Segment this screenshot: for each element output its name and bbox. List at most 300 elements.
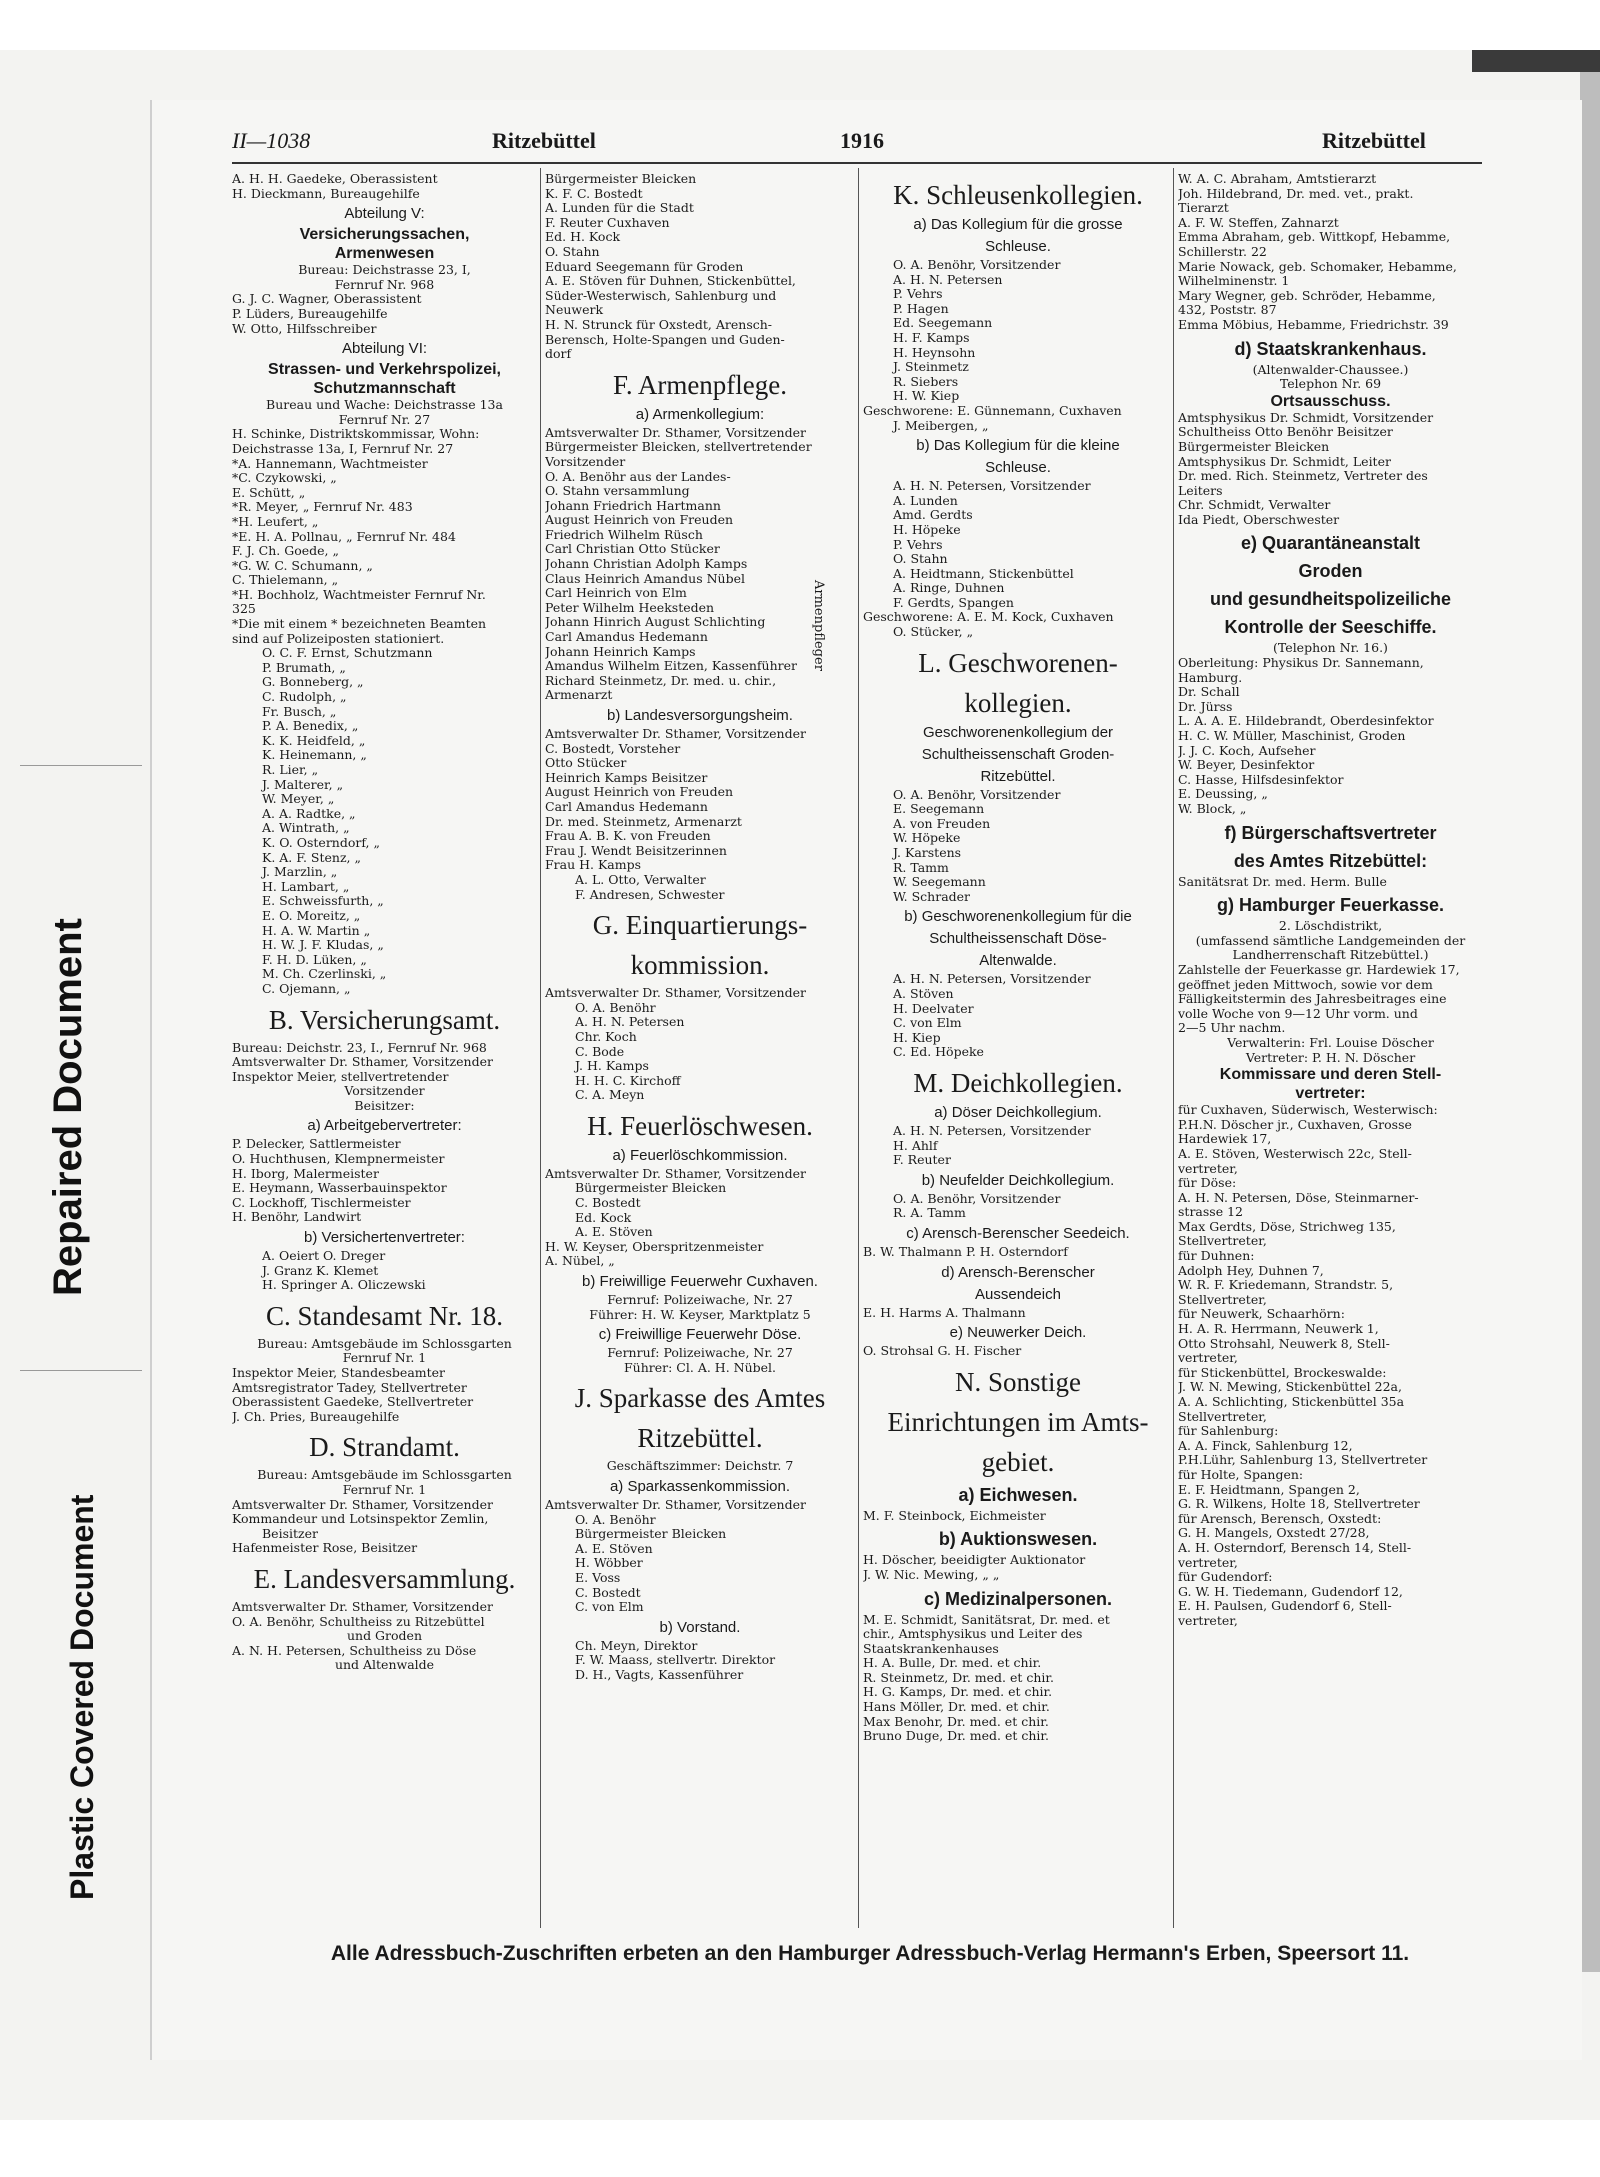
entry-line: E. Schütt, „ bbox=[232, 485, 306, 500]
entry-line: Geschworene: E. Günnemann, Cuxhaven bbox=[863, 403, 1122, 418]
entry-line: H. G. Kamps, Dr. med. et chir. bbox=[863, 1685, 1053, 1700]
entry-line: A. H. N. Petersen, Vorsitzender bbox=[893, 1123, 1091, 1138]
entry-line: Hamburg. bbox=[1178, 670, 1243, 685]
entry-line: Kommandeur und Lotsinspektor Zemlin, bbox=[232, 1512, 489, 1527]
entry-line: A. H. N. Petersen bbox=[893, 272, 1003, 287]
entry-line: M. Ch. Czerlinski, „ bbox=[262, 967, 387, 982]
entry-line: *A. Hannemann, Wachtmeister bbox=[232, 456, 428, 471]
entry-line: C. Lockhoff, Tischlermeister bbox=[232, 1195, 411, 1210]
entry-line: O. A. Benöhr, Vorsitzender bbox=[893, 258, 1061, 272]
entry-line: Führer: Cl. A. H. Nübel. bbox=[624, 1360, 776, 1375]
entry-line: vertreter, bbox=[1178, 1161, 1238, 1176]
header-rule bbox=[232, 162, 1482, 164]
entry-line: für Döse: bbox=[1178, 1176, 1237, 1191]
entry-line: 432, Poststr. 87 bbox=[1178, 303, 1277, 318]
entry-line: H. A. W. Martin „ bbox=[262, 923, 371, 938]
entry-line: A. L. Otto, Verwalter bbox=[575, 872, 706, 887]
entry-line: Claus Heinrich Amandus Nübel bbox=[545, 571, 746, 586]
entry-line: W. Block, „ bbox=[1178, 802, 1247, 816]
entry-line: H. Benöhr, Landwirt bbox=[232, 1210, 362, 1225]
entry-line: A. E. Stöven, Westerwisch 22c, Stell- bbox=[1178, 1146, 1412, 1161]
subsection-heading: Schleuse. bbox=[985, 238, 1051, 255]
entry-line: W. Höpeke bbox=[893, 831, 961, 846]
entry-line: Vorsitzender bbox=[344, 1084, 425, 1099]
entry-line: vertreter, bbox=[1178, 1555, 1238, 1570]
entry-line: F. Andresen, Schwester bbox=[575, 887, 725, 902]
entry-line: Führer: H. W. Keyser, Marktplatz 5 bbox=[589, 1307, 811, 1322]
entry-line: O. A. Benöhr aus der Landes- bbox=[545, 469, 731, 484]
entry-line: volle Woche von 9—12 Uhr vorm. und bbox=[1178, 1006, 1418, 1021]
entry-line: J. H. Kamps bbox=[575, 1059, 649, 1074]
entry-line: 325 bbox=[232, 602, 256, 617]
entry-line: F. W. Maass, stellvertr. Direktor bbox=[575, 1653, 776, 1668]
entry-line: C. von Elm bbox=[893, 1016, 962, 1031]
entry-line: E. Voss bbox=[575, 1570, 621, 1585]
entry-line: Dr. Jürss bbox=[1178, 699, 1233, 714]
entry-line: P. Lüders, Bureaugehilfe bbox=[232, 306, 388, 321]
entry-line: J. Karstens bbox=[893, 846, 962, 861]
entry-line: J. W. N. Mewing, Stickenbüttel 22a, bbox=[1178, 1380, 1402, 1395]
entry-line: August Heinrich von Freuden bbox=[545, 785, 734, 800]
entry-line: O. Stahn bbox=[893, 552, 948, 567]
entry-line: *H. Bochholz, Wachtmeister Fernruf Nr. bbox=[232, 587, 486, 602]
entry-line: geöffnet jeden Mittwoch, sowie vor dem bbox=[1178, 977, 1433, 992]
entry-line: D. H., Vagts, Kassenführer bbox=[575, 1667, 744, 1682]
entry-line: Oberleitung: Physikus Dr. Sannemann, bbox=[1178, 656, 1424, 671]
entry-line: Carl Amandus Hedemann bbox=[545, 630, 708, 645]
entry-line: F. J. Ch. Goede, „ bbox=[232, 544, 339, 559]
column-divider bbox=[1173, 168, 1174, 1928]
section-title: L. Geschworenen- bbox=[918, 647, 1118, 678]
entry-line: Amandus Wilhelm Eitzen, Kassenführer bbox=[545, 659, 797, 674]
entry-line: J. W. Nic. Mewing, „ „ bbox=[863, 1567, 1000, 1582]
section-title: Einrichtungen im Amts- bbox=[887, 1406, 1149, 1437]
entry-line: A. Heidtmann, Stickenbüttel bbox=[893, 566, 1074, 581]
entry-line: Amtsregistrator Tadey, Stellvertreter bbox=[232, 1380, 467, 1395]
section-title: D. Strandamt. bbox=[309, 1432, 460, 1463]
entry-line: vertreter, bbox=[1178, 1351, 1238, 1366]
entry-line: H. Heynsohn bbox=[893, 345, 976, 360]
subsection-heading: a) Eichwesen. bbox=[958, 1484, 1078, 1505]
entry-line: O. A. Benöhr, Vorsitzender bbox=[893, 1191, 1061, 1206]
entry-line: A. H. N. Petersen, Vorsitzender bbox=[893, 972, 1091, 987]
subsection-heading: f) Bürgerschaftsvertreter bbox=[1224, 822, 1437, 843]
entry-line: Stellvertreter, bbox=[1178, 1234, 1267, 1249]
subsection-heading: e) Quarantäneanstalt bbox=[1240, 533, 1421, 554]
entry-line: Amtsverwalter Dr. Sthamer, Vorsitzender bbox=[545, 1498, 806, 1512]
entry-line: O. Stahn bbox=[545, 244, 600, 259]
entry-line: P.H.N. Döscher jr., Cuxhaven, Grosse bbox=[1178, 1117, 1412, 1132]
subsection-heading: b) Versichertenvertreter: bbox=[304, 1229, 465, 1247]
entry-line: Fernruf: Polizeiwache, Nr. 27 bbox=[607, 1293, 793, 1308]
entry-line: H. Schinke, Distriktskommissar, Wohn: bbox=[232, 427, 480, 442]
entry-line: Amtsverwalter Dr. Sthamer, Vorsitzender bbox=[545, 1166, 806, 1181]
entry-line: Hafenmeister Rose, Beisitzer bbox=[232, 1541, 418, 1556]
entry-line: P. Vehrs bbox=[893, 537, 943, 552]
header-year: 1916 bbox=[840, 128, 884, 153]
entry-line: Carl Christian Otto Stücker bbox=[545, 542, 720, 557]
plastic-covered-document-label: Plastic Covered Document bbox=[64, 1494, 100, 1900]
entry-line: A. E. Stöven bbox=[575, 1225, 653, 1240]
page-footer: Alle Adressbuch-Zuschriften erbeten an den Hamburger Adressbuch-Verlag Hermann's Erben, Speersort 11. bbox=[330, 1942, 1410, 1965]
entry-line: H. F. Kamps bbox=[893, 330, 970, 345]
entry-line: R. Siebers bbox=[893, 374, 959, 389]
entry-line: August Heinrich von Freuden bbox=[545, 513, 734, 528]
entry-line: (umfassend sämtliche Landgemeinden der bbox=[1195, 933, 1466, 948]
entry-line: C. A. Meyn bbox=[575, 1088, 645, 1103]
entry-line: H. Ahlf bbox=[893, 1138, 938, 1153]
entry-line: W. Meyer, „ bbox=[262, 792, 335, 807]
entry-line: W. A. C. Abraham, Amtstierarzt bbox=[1178, 172, 1377, 186]
entry-line: O. Strohsal G. H. Fischer bbox=[863, 1344, 1022, 1359]
header-left-title: Ritzebüttel bbox=[492, 128, 596, 153]
entry-line: O. Stücker, „ bbox=[893, 625, 974, 640]
entry-line: Sanitätsrat Dr. med. Herm. Bulle bbox=[1178, 874, 1387, 889]
section-title: J. Sparkasse des Amtes bbox=[574, 1383, 826, 1414]
entry-line: W. R. F. Kriedemann, Strandstr. 5, bbox=[1178, 1278, 1394, 1293]
entry-line: und Altenwalde bbox=[334, 1658, 435, 1673]
entry-line: H. N. Strunck für Oxstedt, Arensch- bbox=[545, 317, 773, 332]
entry-line: Fälligkeitstermin des Jahresbeitrages eine bbox=[1178, 992, 1447, 1007]
entry-line: Fr. Busch, „ bbox=[262, 704, 337, 719]
subsection-heading: b) Geschworenenkollegium für die bbox=[904, 908, 1132, 926]
entry-line: *E. H. A. Pollnau, „ Fernruf Nr. 484 bbox=[232, 529, 456, 544]
entry-line: F. H. D. Lüken, „ bbox=[262, 952, 367, 967]
entry-line: K. O. Osterndorf, „ bbox=[262, 835, 380, 850]
column-divider bbox=[858, 168, 859, 1928]
entry-line: H. W. Keyser, Oberspritzenmeister bbox=[545, 1239, 764, 1254]
entry-line: für Neuwerk, Schaarhörn: bbox=[1178, 1307, 1345, 1322]
section-title: H. Feuerlöschwesen. bbox=[587, 1110, 813, 1141]
entry-line: E. F. Heidtmann, Spangen 2, bbox=[1178, 1482, 1360, 1497]
entry-line: W. Beyer, Desinfektor bbox=[1178, 758, 1315, 773]
section-title: kommission. bbox=[630, 950, 770, 981]
entry-line: Geschäftszimmer: Deichstr. 7 bbox=[606, 1459, 794, 1474]
subsection-heading: Ortsausschuss. bbox=[1270, 392, 1391, 410]
entry-line: Bruno Duge, Dr. med. et chir. bbox=[863, 1729, 1049, 1744]
subsection-heading: b) Landesversorgungsheim. bbox=[607, 707, 793, 724]
entry-line: Fernruf Nr. 968 bbox=[334, 277, 435, 292]
subsection-heading: Schultheissenschaft Döse- bbox=[929, 930, 1107, 948]
entry-line: H. Wöbber bbox=[575, 1556, 643, 1571]
entry-line: Carl Heinrich von Elm bbox=[545, 586, 687, 601]
entry-line: Telephon Nr. 69 bbox=[1279, 377, 1382, 392]
subsection-heading: Abteilung VI: bbox=[341, 340, 428, 358]
entry-line: Oberassistent Gaedeke, Stellvertreter bbox=[232, 1395, 474, 1410]
entry-line: Bürgermeister Bleicken bbox=[545, 172, 697, 186]
entry-line: Zahlstelle der Feuerkasse gr. Hardewiek 17, bbox=[1178, 962, 1460, 977]
entry-line: Johann Heinrich Kamps bbox=[545, 644, 696, 659]
entry-line: H. Springer A. Oliczewski bbox=[262, 1278, 426, 1293]
entry-line: für Arensch, Berensch, Oxstedt: bbox=[1178, 1511, 1382, 1526]
entry-line: P. A. Benedix, „ bbox=[262, 719, 359, 734]
column-1 bbox=[232, 172, 537, 1673]
entry-line: A. H. Osterndorf, Berensch 14, Stell- bbox=[1178, 1540, 1412, 1555]
entry-line: A. H. N. Petersen bbox=[575, 1015, 685, 1030]
entry-line: K. F. C. Bostedt bbox=[545, 186, 643, 201]
entry-line: für Gudendorf: bbox=[1178, 1570, 1273, 1585]
entry-line: W. Otto, Hilfsschreiber bbox=[232, 321, 377, 336]
entry-line: Friedrich Wilhelm Rüsch bbox=[545, 527, 703, 542]
entry-line: H. Höpeke bbox=[893, 522, 961, 537]
entry-line: A. H. H. Gaedeke, Oberassistent bbox=[232, 172, 438, 186]
label-divider bbox=[20, 1370, 142, 1371]
subsection-heading: Kommissare und deren Stell- bbox=[1219, 1066, 1442, 1084]
subsection-heading: d) Arensch-Berenscher bbox=[941, 1263, 1095, 1281]
entry-line: O. Huchthusen, Klempnermeister bbox=[232, 1152, 445, 1167]
entry-line: Frau J. Wendt Beisitzerinnen bbox=[545, 843, 727, 858]
entry-line: *C. Czykowski, „ bbox=[232, 471, 337, 486]
section-title: G. Einquartierungs- bbox=[592, 910, 808, 941]
entry-line: Beisitzer bbox=[262, 1526, 318, 1541]
entry-line: Landherrenschaft Ritzebüttel.) bbox=[1232, 948, 1429, 963]
entry-line: F. Gerdts, Spangen bbox=[893, 595, 1014, 610]
section-title: C. Standesamt Nr. 18. bbox=[266, 1300, 503, 1331]
entry-line: C. Hasse, Hilfsdesinfektor bbox=[1178, 772, 1344, 787]
entry-line: G. J. C. Wagner, Oberassistent bbox=[232, 292, 422, 307]
subsection-heading: a) Sparkassenkommission. bbox=[609, 1478, 791, 1495]
subsection-heading: Schutzmannschaft bbox=[313, 380, 456, 398]
entry-line: (Altenwalder-Chaussee.) bbox=[1252, 362, 1409, 377]
entry-line: Inspektor Meier, stellvertretender bbox=[232, 1069, 449, 1084]
entry-line: Ed. Kock bbox=[575, 1210, 632, 1225]
entry-line: Bureau: Deichstr. 23, I., Fernruf Nr. 968 bbox=[232, 1040, 487, 1055]
entry-line: E. H. Harms A. Thalmann bbox=[863, 1305, 1026, 1320]
entry-line: Deichstrasse 13a, I, Fernruf Nr. 27 bbox=[232, 441, 454, 456]
subsection-heading: a) Das Kollegium für die grosse bbox=[913, 216, 1123, 233]
entry-line: E. Deussing, „ bbox=[1178, 787, 1268, 802]
column-4 bbox=[1178, 172, 1483, 1629]
entry-line: Staatskrankenhauses bbox=[863, 1641, 999, 1656]
subsection-heading: a) Döser Deichkollegium. bbox=[934, 1103, 1102, 1121]
entry-line: J. Marzlin, „ bbox=[262, 865, 338, 880]
entry-line: J. Malterer, „ bbox=[262, 777, 344, 792]
entry-line: strasse 12 bbox=[1178, 1205, 1243, 1220]
entry-line: Armenarzt bbox=[545, 688, 613, 703]
entry-line: Berensch, Holte-Spangen und Guden- bbox=[545, 332, 785, 347]
entry-line: Otto Strohsahl, Neuwerk 8, Stell- bbox=[1178, 1336, 1390, 1351]
entry-line: H. Kiep bbox=[893, 1030, 941, 1045]
entry-line: Carl Amandus Hedemann bbox=[545, 799, 708, 814]
entry-line: J. J. C. Koch, Aufseher bbox=[1178, 743, 1316, 758]
entry-line: P. Vehrs bbox=[893, 287, 943, 302]
scan-page-edge bbox=[1580, 72, 1600, 1972]
subsection-heading: Schultheissenschaft Groden- bbox=[921, 745, 1115, 763]
entry-line: Marie Nowack, geb. Schomaker, Hebamme, bbox=[1178, 259, 1457, 274]
entry-line: F. Reuter bbox=[893, 1153, 951, 1168]
subsection-heading: Armenwesen bbox=[334, 245, 435, 263]
subsection-heading: b) Neufelder Deichkollegium. bbox=[921, 1171, 1115, 1189]
entry-line: Emma Abraham, geb. Wittkopf, Hebamme, bbox=[1178, 230, 1451, 245]
entry-line: H. H. C. Kirchoff bbox=[575, 1073, 681, 1088]
column-2 bbox=[545, 172, 855, 1683]
entry-line: und Groden bbox=[346, 1629, 422, 1644]
entry-line: H. Dieckmann, Bureaugehilfe bbox=[232, 186, 420, 201]
entry-line: Leiters bbox=[1178, 483, 1223, 498]
entry-line: C. Bostedt bbox=[575, 1585, 641, 1600]
section-title: N. Sonstige bbox=[954, 1366, 1081, 1397]
entry-line: *G. W. C. Schumann, „ bbox=[232, 558, 373, 573]
subsection-heading: c) Medizinalpersonen. bbox=[923, 1588, 1113, 1609]
entry-line: G. W. H. Tiedemann, Gudendorf 12, bbox=[1178, 1584, 1403, 1599]
subsection-heading: Geschworenenkollegium der bbox=[922, 723, 1114, 741]
entry-line: G. R. Wilkens, Holte 18, Stellvertreter bbox=[1178, 1497, 1420, 1512]
entry-line: Max Benohr, Dr. med. et chir. bbox=[863, 1714, 1049, 1729]
entry-line: O. A. Benöhr bbox=[575, 1000, 656, 1015]
entry-line: Bureau: Amtsgebäude im Schlossgarten bbox=[257, 1336, 512, 1351]
subsection-heading: Aussendeich bbox=[975, 1285, 1061, 1303]
entry-line: A. H. N. Petersen, Döse, Steinmarner- bbox=[1178, 1190, 1419, 1205]
column-3 bbox=[863, 172, 1173, 1744]
column-divider bbox=[540, 168, 541, 1928]
entry-line: A. Ringe, Duhnen bbox=[893, 581, 1005, 596]
entry-line: A. N. H. Petersen, Schultheiss zu Döse bbox=[232, 1643, 477, 1658]
entry-line: J. Granz K. Klemet bbox=[262, 1263, 379, 1278]
section-title: E. Landesversammlung. bbox=[253, 1563, 516, 1594]
entry-line: A. F. W. Steffen, Zahnarzt bbox=[1178, 215, 1339, 230]
entry-line: 2—5 Uhr nachm. bbox=[1178, 1021, 1286, 1036]
entry-line: Geschworene: A. E. M. Kock, Cuxhaven bbox=[863, 610, 1114, 625]
entry-line: für Stickenbüttel, Brockeswalde: bbox=[1178, 1365, 1387, 1380]
entry-line: Fernruf: Polizeiwache, Nr. 27 bbox=[607, 1346, 793, 1361]
entry-line: Mary Wegner, geb. Schröder, Hebamme, bbox=[1178, 288, 1436, 303]
entry-line: C. Bode bbox=[575, 1044, 625, 1059]
entry-line: K. K. Heidfeld, „ bbox=[262, 733, 366, 748]
subsection-heading: c) Freiwillige Feuerwehr Döse. bbox=[598, 1326, 802, 1344]
entry-line: O. Stahn versammlung bbox=[545, 484, 690, 499]
entry-line: sind auf Polizeiposten stationiert. bbox=[232, 631, 445, 646]
entry-line: A. A. Finck, Sahlenburg 12, bbox=[1178, 1438, 1353, 1453]
section-title: K. Schleusenkollegien. bbox=[893, 180, 1143, 210]
entry-line: O. A. Benöhr, Schultheiss zu Ritzebüttel bbox=[232, 1614, 485, 1629]
entry-line: Amtsverwalter Dr. Sthamer, Vorsitzender bbox=[545, 425, 806, 440]
entry-line: Amtsverwalter Dr. Sthamer, Vorsitzender bbox=[545, 727, 806, 741]
entry-line: A. Oeiert O. Dreger bbox=[262, 1249, 386, 1264]
entry-line: für Sahlenburg: bbox=[1178, 1424, 1279, 1439]
entry-line: W. Seegemann bbox=[893, 875, 986, 890]
entry-line: Heinrich Kamps Beisitzer bbox=[545, 770, 708, 785]
subsection-heading: a) Armenkollegium: bbox=[635, 405, 765, 423]
entry-line: Inspektor Meier, Standesbeamter bbox=[232, 1366, 446, 1380]
entry-line: R. Steinmetz, Dr. med. et chir. bbox=[863, 1670, 1054, 1685]
section-title: B. Versicherungsamt. bbox=[268, 1004, 501, 1035]
subsection-heading: g) Hamburger Feuerkasse. bbox=[1216, 895, 1445, 916]
entry-line: Max Gerdts, Döse, Strichweg 135, bbox=[1178, 1219, 1396, 1234]
entry-line: E. Seegemann bbox=[893, 802, 985, 817]
entry-line: B. W. Thalmann P. H. Osterndorf bbox=[863, 1244, 1068, 1259]
scan-dark-strip bbox=[1472, 50, 1600, 72]
entry-line: Bürgermeister Bleicken bbox=[575, 1181, 727, 1196]
entry-line: H. A. Bulle, Dr. med. et chir. bbox=[863, 1656, 1042, 1671]
entry-line: C. Bostedt, Vorsteher bbox=[545, 741, 681, 756]
entry-line: Tierarzt bbox=[1178, 201, 1229, 216]
entry-line: Amtsverwalter Dr. Sthamer, Vorsitzender bbox=[232, 1055, 493, 1070]
entry-line: A. Lunden für die Stadt bbox=[545, 201, 694, 216]
entry-line: J. Ch. Pries, Bureaugehilfe bbox=[232, 1409, 400, 1424]
entry-line: J. Meibergen, „ bbox=[893, 418, 989, 433]
subsection-heading: Versicherungssachen, bbox=[299, 226, 470, 244]
entry-line: Vertreter: P. H. N. Döscher bbox=[1245, 1050, 1416, 1065]
subsection-heading: b) Auktionswesen. bbox=[938, 1529, 1098, 1550]
entry-line: C. von Elm bbox=[575, 1600, 644, 1615]
entry-line: H. Deelvater bbox=[893, 1001, 974, 1016]
entry-line: A. Lunden bbox=[893, 493, 958, 508]
label-divider bbox=[20, 765, 142, 766]
entry-line: Dr. Schall bbox=[1178, 685, 1240, 700]
entry-line: H. Iborg, Malermeister bbox=[232, 1166, 379, 1181]
entry-line: Otto Stücker bbox=[545, 756, 627, 771]
section-title: kollegien. bbox=[964, 687, 1072, 718]
entry-line: Frau A. B. K. von Freuden bbox=[545, 829, 711, 844]
entry-line: O. A. Benöhr, Vorsitzender bbox=[893, 787, 1061, 802]
subsection-heading: Groden bbox=[1298, 561, 1363, 582]
entry-line: *Die mit einem * bezeichneten Beamten bbox=[232, 617, 487, 632]
entry-line: A. H. N. Petersen, Vorsitzender bbox=[893, 479, 1091, 494]
entry-line: Süder-Westerwisch, Sahlenburg und bbox=[545, 288, 777, 303]
entry-line: für Duhnen: bbox=[1178, 1249, 1255, 1264]
entry-line: Verwalterin: Frl. Louise Döscher bbox=[1227, 1035, 1434, 1050]
subsection-heading: und gesundheitspolizeiliche bbox=[1209, 589, 1452, 610]
entry-line: C. Thielemann, „ bbox=[232, 573, 339, 588]
entry-line: A. A. Radtke, „ bbox=[262, 806, 356, 821]
entry-line: G. Bonneberg, „ bbox=[262, 675, 364, 690]
entry-line: 2. Löschdistrikt, bbox=[1278, 919, 1383, 934]
entry-line: P. Delecker, Sattlermeister bbox=[232, 1137, 401, 1152]
entry-line: Beisitzer: bbox=[354, 1098, 415, 1113]
subsection-heading: d) Staatskrankenhaus. bbox=[1234, 338, 1427, 359]
entry-line: Bürgermeister Bleicken bbox=[575, 1527, 727, 1542]
entry-line: Bürgermeister Bleicken bbox=[1178, 439, 1330, 454]
entry-line: Johann Friedrich Hartmann bbox=[545, 498, 721, 513]
armenpfleger-vertical-label: Armenpfleger bbox=[811, 580, 826, 671]
entry-line: A. Stöven bbox=[893, 987, 954, 1001]
entry-line: M. F. Steinbock, Eichmeister bbox=[863, 1508, 1046, 1523]
entry-line: K. Heinemann, „ bbox=[262, 748, 367, 763]
header-right-title: Ritzebüttel bbox=[1322, 128, 1426, 153]
entry-line: W. Schrader bbox=[893, 889, 971, 904]
entry-line: Amtsphysikus Dr. Schmidt, Leiter bbox=[1178, 454, 1391, 469]
entry-line: dorf bbox=[545, 347, 572, 362]
entry-line: Ed. Seegemann bbox=[893, 316, 993, 331]
entry-line: P. Hagen bbox=[893, 301, 949, 316]
entry-line: Chr. Koch bbox=[575, 1029, 637, 1044]
entry-line: Neuwerk bbox=[545, 303, 604, 318]
entry-line: P.H.Lühr, Sahlenburg 13, Stellvertreter bbox=[1178, 1453, 1428, 1468]
section-title: F. Armenpflege. bbox=[612, 369, 788, 400]
entry-line: H. Lambart, „ bbox=[262, 879, 350, 894]
subsection-heading: a) Feuerlöschkommission. bbox=[612, 1146, 788, 1164]
entry-line: Amtsverwalter Dr. Sthamer, Vorsitzender bbox=[545, 986, 806, 1001]
entry-line: Stellvertreter, bbox=[1178, 1292, 1267, 1307]
entry-line: Bureau und Wache: Deichstrasse 13a bbox=[266, 398, 503, 413]
entry-line: vertreter, bbox=[1178, 1613, 1238, 1628]
entry-line: H. W. Kiep bbox=[893, 389, 960, 404]
entry-line: Schultheiss Otto Benöhr Beisitzer bbox=[1178, 425, 1393, 440]
entry-line: Amtsverwalter Dr. Sthamer, Vorsitzender bbox=[232, 1497, 493, 1512]
entry-line: für Cuxhaven, Süderwisch, Westerwisch: bbox=[1178, 1103, 1438, 1118]
entry-line: Emma Möbius, Hebamme, Friedrichstr. 39 bbox=[1178, 317, 1449, 332]
entry-line: Frau H. Kamps bbox=[545, 858, 642, 873]
entry-line: H. C. W. Müller, Maschinist, Groden bbox=[1178, 729, 1406, 744]
entry-line: Fernruf Nr. 1 bbox=[342, 1482, 427, 1497]
entry-line: K. A. F. Stenz, „ bbox=[262, 850, 361, 865]
entry-line: H. W. J. F. Kludas, „ bbox=[262, 938, 384, 953]
subsection-heading: Altenwalde. bbox=[979, 952, 1057, 970]
entry-line: Wilhelminenstr. 1 bbox=[1178, 274, 1290, 289]
entry-line: Ed. H. Kock bbox=[545, 230, 621, 245]
entry-line: R. Lier, „ bbox=[262, 763, 319, 777]
entry-line: H. A. R. Herrmann, Neuwerk 1, bbox=[1178, 1322, 1379, 1337]
